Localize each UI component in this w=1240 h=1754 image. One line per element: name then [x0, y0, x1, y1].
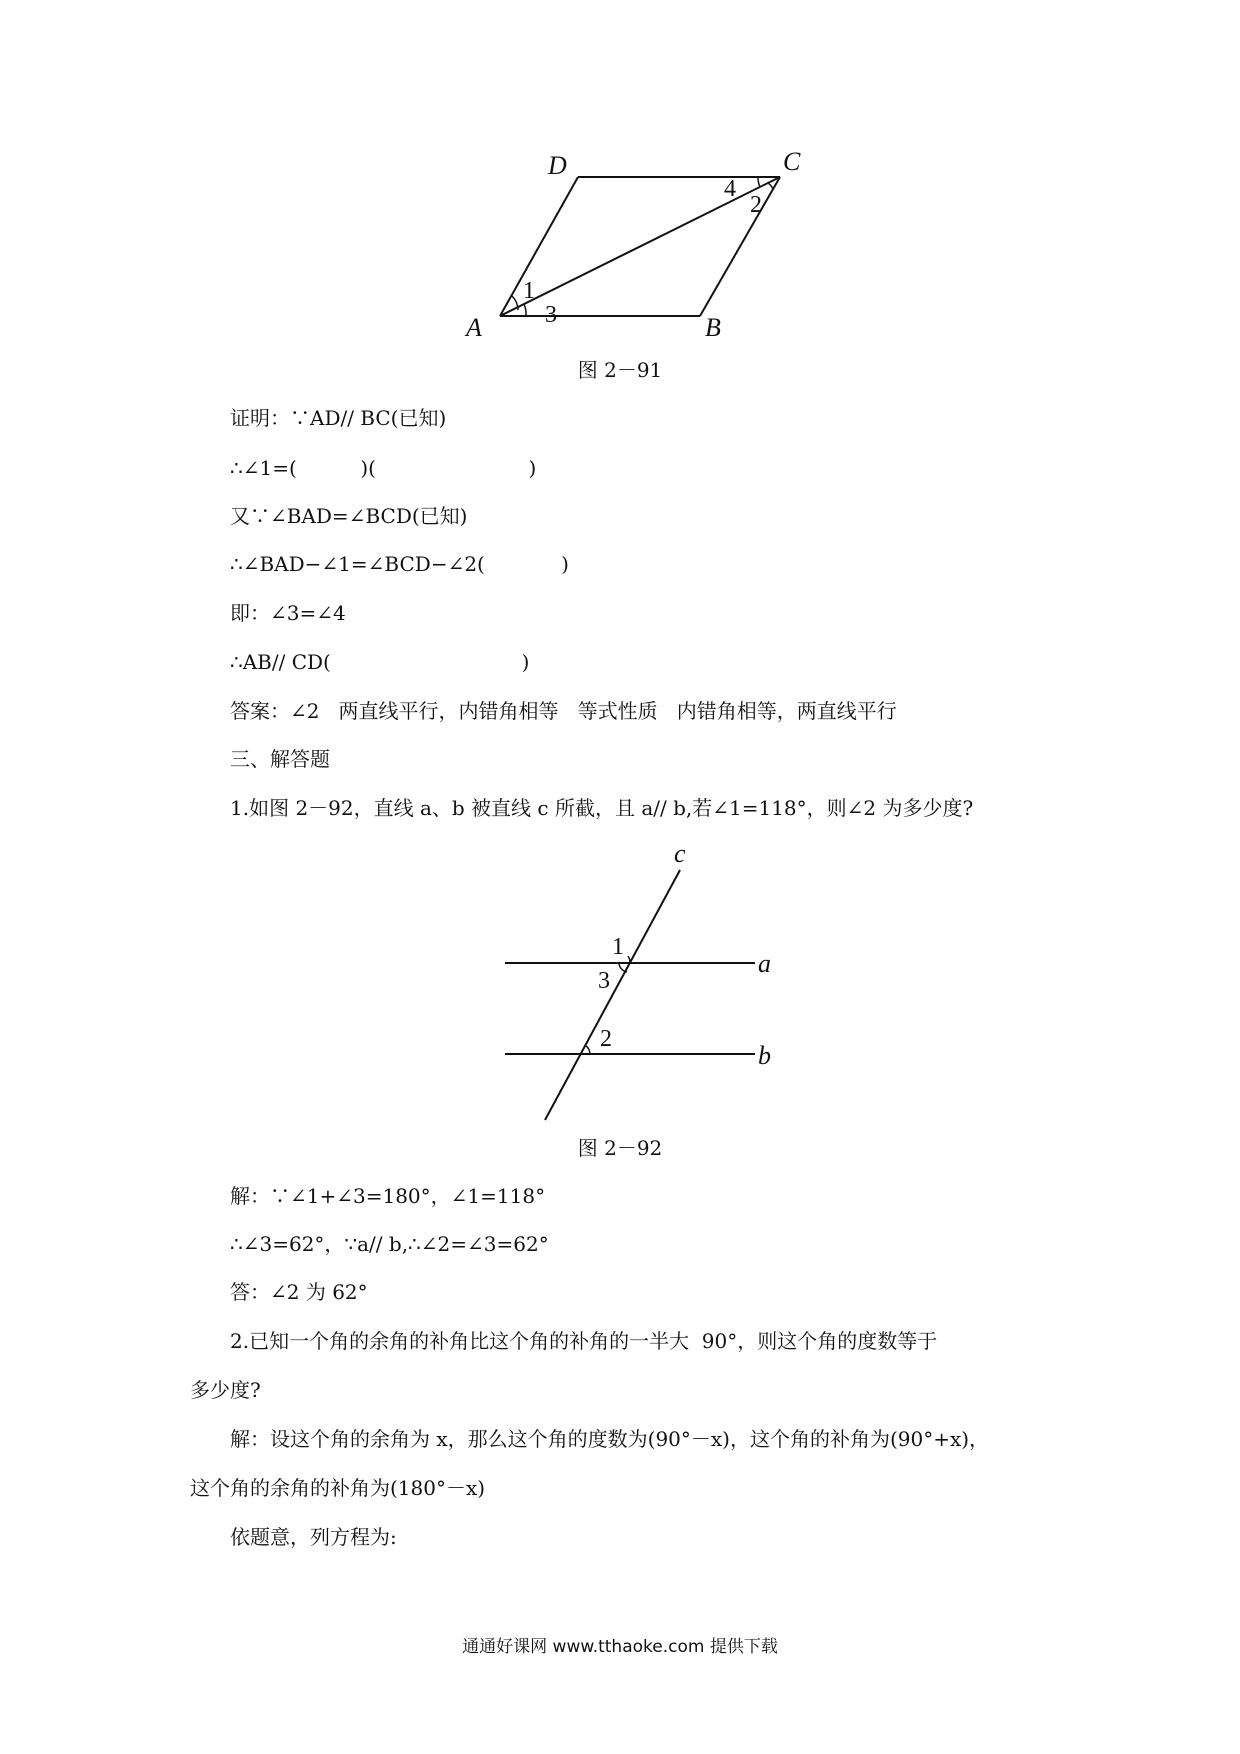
angle-1-label: 1 [523, 278, 535, 304]
solution-1-answer: 答：∠2 为 62° [230, 1280, 368, 1304]
proof-line-4: ∴∠BAD−∠1=∠BCD−∠2( ) [230, 552, 569, 576]
proof-line-1: 证明：∵AD// BC(已知) [230, 406, 447, 430]
figure-parallelogram [460, 150, 840, 340]
angle-2-label: 2 [600, 1026, 612, 1052]
line-a-label: a [758, 949, 771, 978]
proof-answer: 答案：∠2 两直线平行，内错角相等 等式性质 内错角相等，两直线平行 [230, 699, 897, 723]
solution-2-line-2: 这个角的余角的补角为(180°－x) [190, 1476, 486, 1500]
line-c-label: c [674, 840, 686, 868]
section-title: 三、解答题 [230, 747, 330, 771]
side-da [500, 177, 578, 316]
angle-3-label: 3 [545, 302, 557, 328]
vertex-b: B [705, 313, 721, 340]
figure-1-caption: 图 2－91 [577, 358, 663, 382]
solution-2-line-1: 解：设这个角的余角为 x，那么这个角的度数为(90°－x)，这个角的补角为(90°+x)， [230, 1427, 990, 1451]
question-1: 1.如图 2－92，直线 a、b 被直线 c 所截，且 a// b,若∠1=118°，则∠2 为多少度? [230, 796, 974, 820]
figure-2-caption: 图 2－92 [577, 1136, 663, 1160]
proof-line-5: 即：∠3=∠4 [230, 601, 346, 625]
figure-parallel-lines [490, 840, 790, 1130]
vertex-a: A [466, 313, 482, 340]
question-2-line-1: 2.已知一个角的余角的补角比这个角的补角的一半大 90°，则这个角的度数等于 [230, 1329, 938, 1353]
vertex-d: D [548, 151, 567, 180]
angle-1-label: 1 [612, 934, 624, 960]
solution-1-line-2: ∴∠3=62°，∵a// b,∴∠2=∠3=62° [230, 1232, 549, 1256]
proof-line-2: ∴∠1=( )( ) [230, 456, 537, 480]
proof-line-3: 又∵∠BAD=∠BCD(已知) [230, 504, 468, 528]
question-2-line-2: 多少度? [190, 1378, 261, 1402]
angle-3-label: 3 [598, 968, 610, 994]
solution-2-line-3: 依题意，列方程为: [230, 1525, 397, 1549]
angle-2-label: 2 [750, 192, 762, 218]
page-footer: 通通好课网 www.tthaoke.com 提供下载 [462, 1637, 778, 1657]
vertex-c: C [783, 150, 801, 176]
line-b-label: b [758, 1041, 771, 1070]
angle-4-label: 4 [724, 176, 736, 202]
line-c [545, 870, 680, 1120]
solution-1-line-1: 解：∵∠1+∠3=180°，∠1=118° [230, 1184, 546, 1208]
diagonal-ac [500, 177, 780, 316]
proof-line-6: ∴AB// CD( ) [230, 650, 530, 674]
